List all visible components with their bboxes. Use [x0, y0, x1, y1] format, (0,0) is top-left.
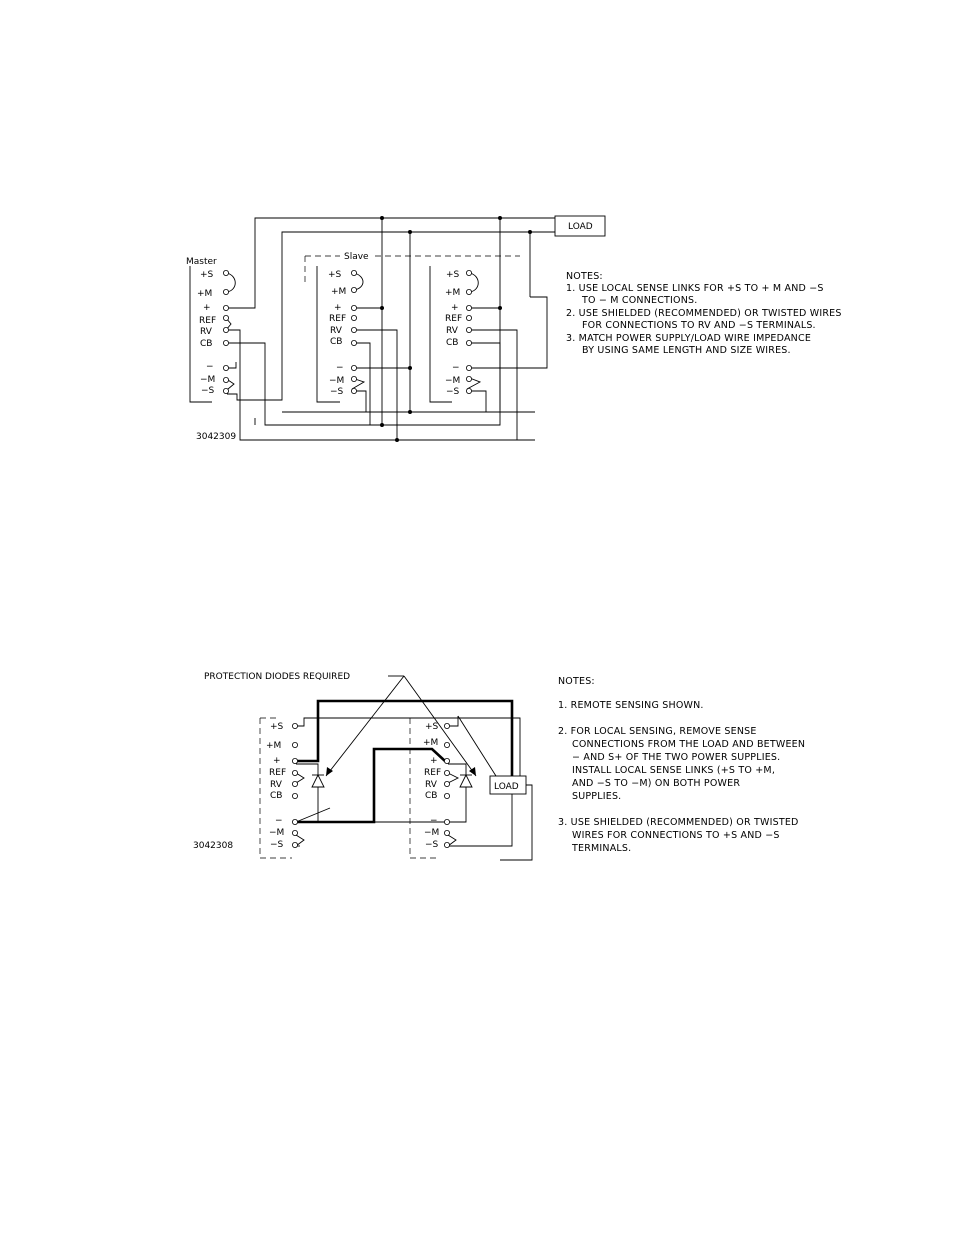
master-term-plus: +	[203, 303, 211, 313]
s2-term-plus: +	[430, 756, 438, 766]
notes-title-1: NOTES:	[566, 271, 603, 282]
slave1-term-rv: RV	[330, 326, 342, 336]
s1-term-plus: +	[273, 756, 281, 766]
s1-term-plus-s: +S	[270, 722, 284, 732]
s1-term-minus-m: −M	[269, 828, 285, 838]
slave2-term-ref: REF	[445, 314, 463, 324]
s1-term-cb: CB	[270, 791, 283, 801]
slave2-terminal-labels	[445, 270, 462, 397]
master-sense-link-plus	[227, 273, 235, 292]
load-label: LOAD	[568, 222, 593, 232]
s2-term-plus-s: +S	[425, 722, 439, 732]
diagram1-notes	[566, 271, 842, 356]
s1-term-rv: RV	[270, 780, 282, 790]
note1-line4: FOR CONNECTIONS TO RV AND −S TERMINALS.	[582, 320, 816, 331]
master-term-plus-s: +S	[200, 270, 214, 280]
s1-term-minus: −	[275, 816, 283, 826]
master-sense-link-minus	[228, 380, 234, 389]
slave1-term-cb: CB	[330, 337, 343, 347]
diagram-1	[186, 216, 842, 442]
master-term-minus-m: −M	[200, 375, 216, 385]
s2-term-minus: −	[430, 816, 438, 826]
master-term-minus: −	[206, 362, 214, 372]
note2-line5: INSTALL LOCAL SENSE LINKS (+S TO +M,	[572, 765, 776, 776]
note2-line2: 2. FOR LOCAL SENSING, REMOVE SENSE	[558, 726, 757, 737]
s2-term-ref: REF	[424, 768, 442, 778]
slave1-term-minus-s: −S	[330, 387, 344, 397]
slave2-term-plus-m: +M	[445, 288, 461, 298]
slave2-term-plus-s: +S	[446, 270, 460, 280]
s1-term-minus-s: −S	[270, 840, 284, 850]
master-terminal-labels	[197, 270, 216, 396]
supply2-terminal-labels	[423, 722, 441, 850]
protection-diode-1	[312, 775, 324, 790]
note2-line9: WIRES FOR CONNECTIONS TO +S AND −S	[572, 830, 780, 841]
slave1-term-plus: +	[334, 303, 342, 313]
note1-line2: TO − M CONNECTIONS.	[582, 295, 698, 306]
slave1-term-plus-s: +S	[328, 270, 342, 280]
diagram2-notes	[558, 676, 805, 854]
protection-diode-2	[460, 775, 472, 790]
master-term-minus-s: −S	[201, 386, 215, 396]
diode-arrow-2	[404, 676, 476, 776]
master-term-cb: CB	[200, 339, 213, 349]
slave2-term-rv: RV	[446, 326, 458, 336]
slave2-term-minus-s: −S	[446, 387, 460, 397]
drawing-number-2: 3042308	[193, 841, 234, 851]
s2-term-rv: RV	[425, 780, 437, 790]
note2-line10: TERMINALS.	[572, 843, 632, 854]
power-wiring	[296, 701, 512, 822]
slave-label: Slave	[344, 252, 369, 262]
master-term-ref: REF	[199, 316, 217, 326]
note2-line4: − AND S+ OF THE TWO POWER SUPPLIES.	[572, 752, 781, 763]
slave1-terminal-labels	[328, 270, 346, 397]
note2-line6: AND −S TO −M) ON BOTH POWER	[572, 778, 741, 789]
notes-title-2: NOTES:	[558, 676, 595, 687]
note1-line6: BY USING SAME LENGTH AND SIZE WIRES.	[582, 345, 791, 356]
slave2-sense-link-plus	[470, 273, 478, 292]
note2-line3: CONNECTIONS FROM THE LOAD AND BETWEEN	[572, 739, 806, 750]
note1-line1: 1. USE LOCAL SENSE LINKS FOR +S TO + M AND −S	[566, 283, 824, 294]
s2-term-plus-m: +M	[423, 738, 439, 748]
slave2-term-minus: −	[452, 363, 460, 373]
note1-line5: 3. MATCH POWER SUPPLY/LOAD WIRE IMPEDANCE	[566, 333, 812, 344]
protection-diodes-label: PROTECTION DIODES REQUIRED	[204, 672, 351, 682]
s2-term-minus-s: −S	[425, 840, 439, 850]
terminal-circles	[223, 270, 471, 393]
slave2-term-plus: +	[451, 303, 459, 313]
slave2-term-minus-m: −M	[445, 376, 461, 386]
slave1-term-ref: REF	[329, 314, 347, 324]
note2-line1: 1. REMOTE SENSING SHOWN.	[558, 700, 704, 711]
wiring-lines	[227, 218, 555, 440]
slave1-term-minus: −	[336, 363, 344, 373]
s2-term-cb: CB	[425, 791, 438, 801]
load-label-2: LOAD	[494, 782, 519, 792]
master-label: Master	[186, 257, 217, 267]
diode-arrow-1	[326, 676, 404, 776]
slave1-term-plus-m: +M	[331, 287, 347, 297]
s2-term-minus-m: −M	[424, 828, 440, 838]
s1-term-ref: REF	[269, 768, 287, 778]
slave2-term-cb: CB	[446, 338, 459, 348]
note2-line8: 3. USE SHIELDED (RECOMMENDED) OR TWISTED	[558, 817, 799, 828]
note2-line7: SUPPLIES.	[572, 791, 622, 802]
note1-line3: 2. USE SHIELDED (RECOMMENDED) OR TWISTED WIRES	[566, 308, 842, 319]
supply1-terminal-labels	[266, 722, 286, 850]
diagram-2	[193, 672, 805, 860]
master-term-rv: RV	[200, 327, 212, 337]
s1-term-plus-m: +M	[266, 741, 282, 751]
master-term-plus-m: +M	[197, 289, 213, 299]
drawing-number-1: 3042309	[196, 432, 237, 442]
slave1-term-minus-m: −M	[329, 376, 345, 386]
